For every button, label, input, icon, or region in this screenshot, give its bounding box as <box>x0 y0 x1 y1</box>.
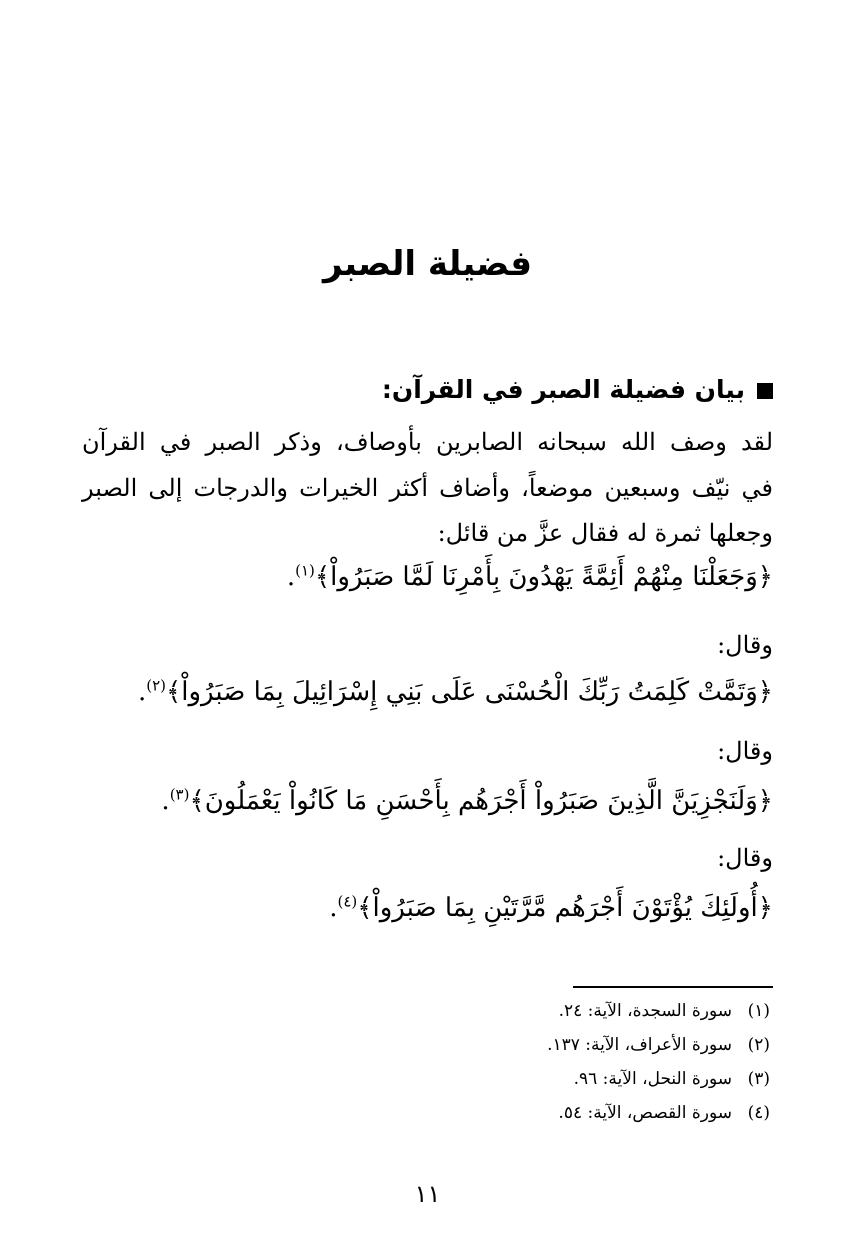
verse-close-bracket: ﴾ <box>189 786 205 816</box>
footnote-reference: (١) <box>295 561 315 580</box>
page-number: ١١ <box>414 1180 441 1208</box>
connector-text: وقال: <box>717 631 773 659</box>
quran-verse <box>138 670 773 714</box>
footnote-text: سورة النحل، الآية: ٩٦. <box>573 1069 732 1089</box>
verse-close-bracket: ﴾ <box>314 562 331 592</box>
footnote-reference: (٢) <box>146 676 167 695</box>
verse-end-mark: . <box>161 786 170 816</box>
section-heading <box>382 370 773 410</box>
bullet-square-icon <box>757 383 773 399</box>
footnote-reference: (٤) <box>337 892 358 911</box>
paragraph-line: في نيّف وسبعين موضعاً، وأضاف أكثر الخيرات والدرجات إلى الصبر <box>82 474 773 502</box>
chapter-title: فضيلة الصبر <box>323 244 532 284</box>
footnote-reference: (٣) <box>169 785 190 804</box>
footnote-text: سورة الأعراف، الآية: ١٣٧. <box>547 1035 732 1055</box>
paragraph-line: وجعلها ثمرة له فقال عزَّ من قائل: <box>437 519 773 547</box>
footnote-number: (٣) <box>747 1069 770 1089</box>
section-heading-text: بيان فضيلة الصبر في القرآن: <box>381 375 745 404</box>
verse-end-mark: . <box>286 562 296 592</box>
paragraph-line: لقد وصف الله سبحانه الصابرين بأوصاف، وذكر الصبر في القرآن <box>82 428 773 456</box>
verse-text: وَجَعَلْنَا مِنْهُمْ أَئِمَّةً يَهْدُونَ بِأَمْرِنَا لَمَّا صَبَرُواْ <box>330 562 758 592</box>
footnote-text: سورة السجدة، الآية: ٢٤. <box>558 1001 732 1021</box>
footnote <box>574 1064 770 1094</box>
footnote <box>558 1098 770 1128</box>
footnote-text: سورة القصص، الآية: ٥٤. <box>558 1103 732 1123</box>
verse-text: وَلَنَجْزِيَنَّ الَّذِينَ صَبَرُواْ أَجْرَهُم بِأَحْسَنِ مَا كَانُواْ يَعْمَلُونَ <box>204 786 758 816</box>
quran-verse <box>287 555 773 599</box>
footnote-number: (٤) <box>747 1103 770 1123</box>
quran-verse <box>329 886 773 930</box>
connector-text: وقال: <box>717 844 773 872</box>
verse-open-bracket: ﴿ <box>757 562 773 592</box>
connector-text: وقال: <box>717 737 773 765</box>
quran-verse <box>161 779 773 823</box>
verse-text: وَتَمَّتْ كَلِمَتُ رَبِّكَ الْحُسْنَى عَلَى بَنِي إِسْرَائِيلَ بِمَا صَبَرُواْ <box>181 677 758 707</box>
verse-close-bracket: ﴾ <box>357 893 373 923</box>
verse-open-bracket: ﴿ <box>757 677 773 707</box>
footnote-number: (٢) <box>747 1035 770 1055</box>
verse-open-bracket: ﴿ <box>757 893 773 923</box>
footnote <box>547 1030 770 1060</box>
verse-end-mark: . <box>329 893 338 923</box>
verse-text: أُولَئِكَ يُؤْتَوْنَ أَجْرَهُم مَّرَّتَيْنِ بِمَا صَبَرُواْ <box>372 893 758 923</box>
footnote-number: (١) <box>747 1001 770 1021</box>
footnote <box>559 996 770 1026</box>
footnote-separator <box>573 986 773 988</box>
verse-close-bracket: ﴾ <box>166 677 182 707</box>
verse-open-bracket: ﴿ <box>757 786 773 816</box>
verse-end-mark: . <box>137 677 147 707</box>
